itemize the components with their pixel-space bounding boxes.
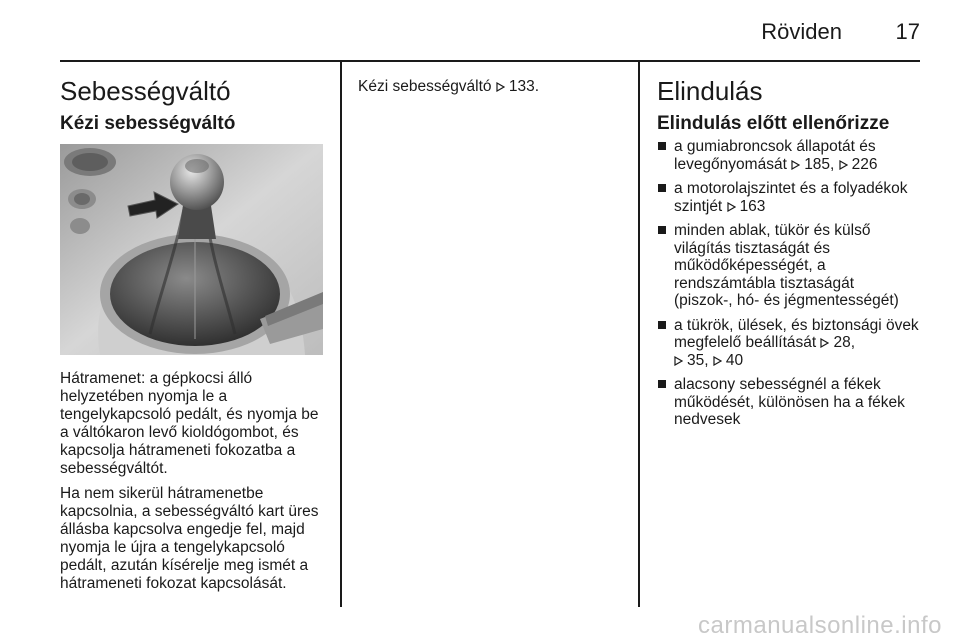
item-line: rendszámtábla tisztaságát [674, 274, 855, 292]
checklist-item-windows-lights [657, 222, 947, 310]
column-divider-1 [340, 62, 342, 607]
reference-page-link[interactable]: 35, [687, 351, 709, 369]
checklist-item-tires [657, 138, 947, 173]
item-line: nedvesek [674, 411, 741, 428]
para1-line: helyzetében nyomja le a [60, 388, 228, 405]
item-line: alacsony sebességnél a fékek [674, 376, 881, 393]
subsection-title-checklist: Elindulás előtt ellenőrizze [657, 113, 890, 134]
page-reference-icon[interactable] [791, 160, 800, 170]
reference-page-link[interactable]: 185, [804, 155, 835, 173]
section-title-gearbox: Sebességváltó [60, 76, 231, 106]
header-title: Röviden [761, 19, 842, 44]
reference-page-link[interactable]: 226 [851, 155, 878, 173]
bullet-square-icon [658, 226, 666, 234]
reference-page-link[interactable]: 28, [833, 334, 856, 351]
reference-page-link[interactable]: 133. [508, 78, 540, 95]
reverse-gear-paragraph [60, 370, 335, 478]
para2-line: Ha nem sikerül hátramenetbe [60, 485, 264, 502]
reference-page-link[interactable]: 163 [739, 197, 766, 215]
subsection-title-manual: Kézi sebességváltó [60, 113, 236, 134]
para2-line: nyomja le újra a tengelykapcsoló [60, 539, 285, 556]
para1-line: a váltókaron levő kioldógombot, és [60, 424, 299, 441]
gearshift-illustration [60, 144, 323, 355]
page-reference-icon[interactable] [820, 338, 829, 348]
item-line: levegőnyomását [674, 155, 787, 173]
checklist-item-fluids [657, 180, 947, 215]
item-line: működőképességét, a [674, 257, 826, 274]
para2-line: pedált, azután kísérelje meg ismét a [60, 557, 309, 574]
bullet-square-icon [658, 184, 666, 192]
page-reference-icon[interactable] [713, 356, 722, 366]
gearshift-photo [60, 144, 323, 355]
item-line: a motorolajszintet és a folyadékok [674, 180, 908, 197]
item-line: a gumiabroncsok állapotát és [674, 138, 876, 155]
item-line: megfelelő beállítását [674, 334, 817, 351]
pre-start-checklist [657, 138, 947, 436]
para2-line: állásba kapcsolva engedje fel, majd [60, 521, 305, 538]
section-title-starting: Elindulás [657, 76, 763, 106]
para2-line: hátrameneti fokozat kapcsolását. [60, 575, 287, 592]
header-rule [60, 60, 920, 62]
page-reference-icon[interactable] [727, 202, 736, 212]
bullet-square-icon [658, 142, 666, 150]
para1-line: kapcsolja hátrameneti fokozatba a [60, 442, 296, 459]
page-reference-icon[interactable] [674, 356, 683, 366]
reference-page-link[interactable]: 40 [725, 351, 744, 369]
page-reference-icon[interactable] [496, 82, 505, 92]
para1-line: tengelykapcsoló pedált, és nyomja be [60, 406, 319, 423]
item-line: minden ablak, tükör és külső [674, 222, 871, 239]
item-line: (piszok-, hó- és jégmentességét) [674, 292, 899, 309]
para1-line: Hátramenet: a gépkocsi álló [60, 370, 253, 387]
checklist-item-brakes [657, 376, 947, 429]
item-line: a tükrök, ülések, és biztonsági övek [674, 316, 919, 334]
page-number: 17 [895, 19, 920, 44]
para1-line: sebességváltót. [60, 460, 168, 477]
item-line: szintjét [674, 197, 723, 215]
reverse-retry-paragraph [60, 485, 335, 593]
bullet-square-icon [658, 380, 666, 388]
page-reference-icon[interactable] [839, 160, 848, 170]
item-line: világítás tisztaságát és [674, 239, 830, 257]
watermark-text: carmanualsonline.info [698, 612, 942, 639]
column-divider-2 [638, 62, 640, 607]
checklist-item-mirrors-seats-belts [657, 317, 947, 370]
bullet-square-icon [658, 321, 666, 329]
manual-gearbox-reference [358, 78, 633, 96]
reference-text: Kézi sebességváltó [358, 78, 492, 95]
item-line: működését, különösen ha a fékek [674, 393, 905, 411]
para2-line: kapcsolnia, a sebességváltó kart üres [60, 503, 319, 520]
